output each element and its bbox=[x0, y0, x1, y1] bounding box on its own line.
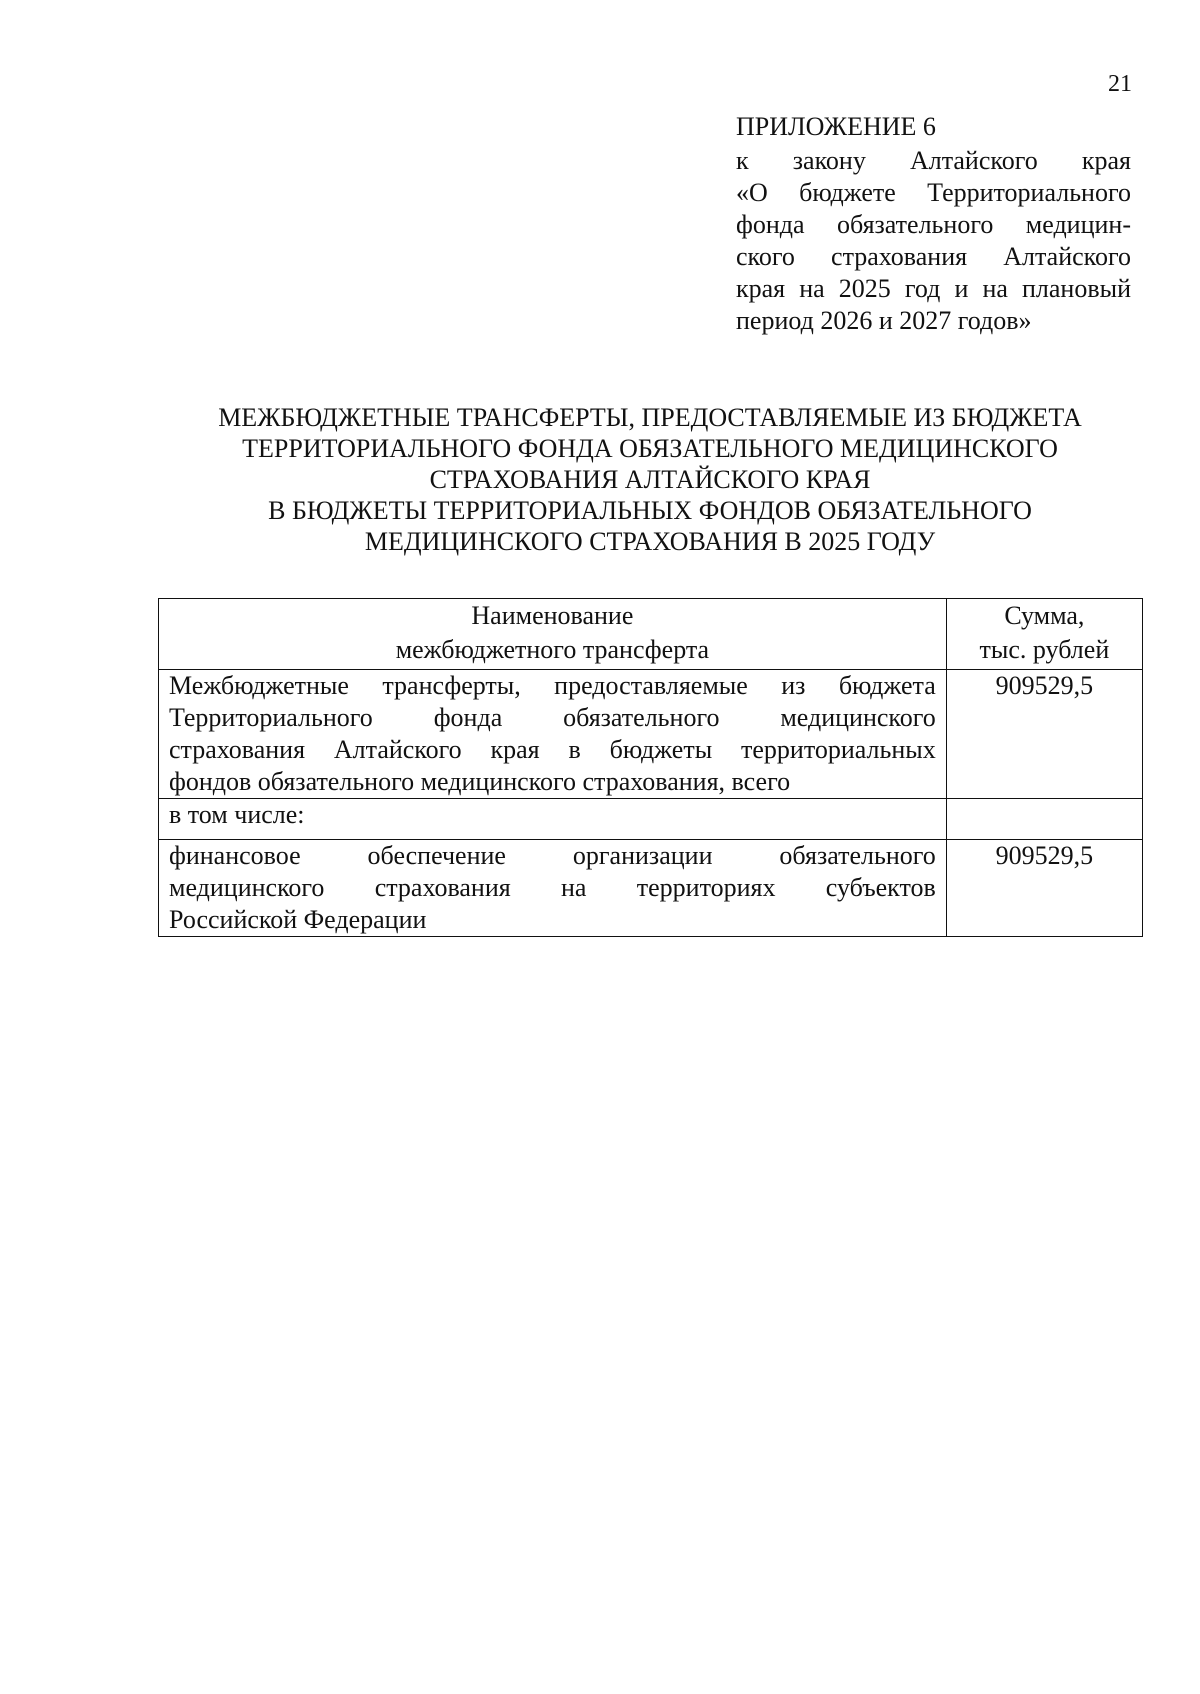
appendix-line: края на 2025 год и на плановый bbox=[736, 274, 1131, 303]
row-sum-cell: 909529,5 bbox=[946, 670, 1142, 799]
row-name-cell bbox=[159, 670, 947, 799]
table-row bbox=[159, 799, 1143, 840]
row-name-cell bbox=[159, 840, 947, 937]
row-sum-cell bbox=[946, 799, 1142, 840]
heading-line: ТЕРРИТОРИАЛЬНОГО ФОНДА ОБЯЗАТЕЛЬНОГО МЕДИЦИНСКОГО bbox=[242, 434, 1058, 463]
appendix-line: «О бюджете Территориального bbox=[736, 178, 1131, 207]
row-name-line: Российской Федерации bbox=[169, 905, 427, 934]
row-name-line: страхования Алтайского края в бюджеты территориальных bbox=[169, 735, 936, 764]
header-sum-line: тыс. рублей bbox=[979, 635, 1110, 664]
heading-line: МЕДИЦИНСКОГО СТРАХОВАНИЯ В 2025 ГОДУ bbox=[364, 527, 936, 556]
heading-line: МЕЖБЮДЖЕТНЫЕ ТРАНСФЕРТЫ, ПРЕДОСТАВЛЯЕМЫЕ ИЗ БЮДЖЕТА bbox=[218, 403, 1082, 432]
header-sum-cell bbox=[946, 599, 1142, 670]
page-number: 21 bbox=[1108, 71, 1132, 97]
header-name-line: Наименование bbox=[471, 601, 634, 630]
transfers-table bbox=[158, 598, 1143, 937]
header-name-line: межбюджетного трансферта bbox=[395, 635, 710, 664]
document-heading bbox=[150, 402, 1150, 557]
appendix-title: ПРИЛОЖЕНИЕ 6 bbox=[736, 112, 936, 141]
row-name-line: в том числе: bbox=[169, 800, 305, 829]
row-name-line: медицинского страхования на территориях субъектов bbox=[169, 873, 936, 902]
appendix-line: к закону Алтайского края bbox=[736, 146, 1131, 175]
table-header-row bbox=[159, 599, 1143, 670]
row-name-line: Территориального фонда обязательного медицинского bbox=[169, 703, 936, 732]
row-name-line: финансовое обеспечение организации обязательного bbox=[169, 841, 936, 870]
table-row bbox=[159, 670, 1143, 799]
appendix-line: период 2026 и 2027 годов» bbox=[736, 306, 1032, 335]
row-name-line: фондов обязательного медицинского страхования, всего bbox=[169, 767, 791, 796]
appendix-block bbox=[736, 110, 1131, 337]
heading-line: СТРАХОВАНИЯ АЛТАЙСКОГО КРАЯ bbox=[429, 465, 871, 494]
heading-line: В БЮДЖЕТЫ ТЕРРИТОРИАЛЬНЫХ ФОНДОВ ОБЯЗАТЕЛЬНОГО bbox=[268, 496, 1032, 525]
appendix-line: фонда обязательного медицин- bbox=[736, 210, 1131, 239]
header-sum-line: Сумма, bbox=[1004, 601, 1085, 630]
row-name-line: Межбюджетные трансферты, предоставляемые из бюджета bbox=[169, 671, 936, 700]
appendix-line: ского страхования Алтайского bbox=[736, 242, 1131, 271]
row-sum-cell: 909529,5 bbox=[946, 840, 1142, 937]
row-name-cell bbox=[159, 799, 947, 840]
header-name-cell bbox=[159, 599, 947, 670]
table-row bbox=[159, 840, 1143, 937]
